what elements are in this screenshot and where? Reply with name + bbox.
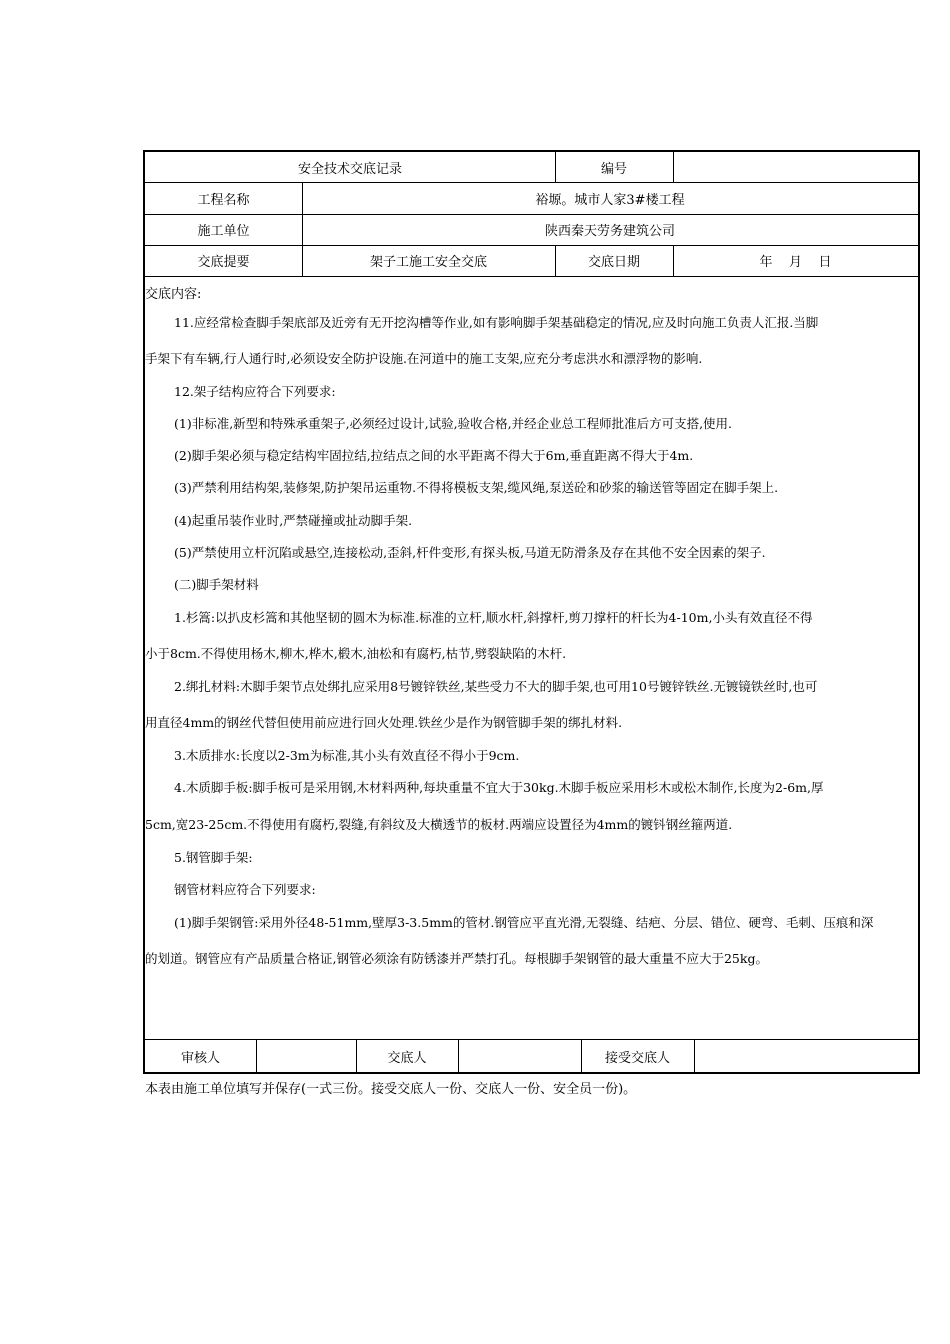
- form-title: 安全技术交底记录: [297, 161, 402, 177]
- discloser-value: [458, 1039, 581, 1074]
- content-line: 5.钢管脚手架:: [174, 850, 253, 865]
- receiver-label: 接受交底人: [604, 1051, 670, 1066]
- summary-value: 架子工施工安全交底: [369, 255, 487, 270]
- row-divider: [145, 276, 918, 277]
- content-line: 用直径4mm的钢丝代替但使用前应进行回火处理.铁丝少是作为钢管脚手架的绑扎材料.: [145, 715, 623, 730]
- receiver-value: [694, 1039, 918, 1074]
- content-line: 3.木质排水:长度以2-3m为标准,其小头有效直径不得小于9cm.: [174, 748, 520, 763]
- content-line: 11.应经常检查脚手架底部及近旁有无开挖沟槽等作业,如有影响脚手架基础稳定的情况,应及时向施工负责人汇报.当脚: [174, 315, 819, 330]
- project-label: 工程名称: [197, 192, 250, 208]
- date-value: 年 月 日: [759, 255, 832, 270]
- content-line: (3)严禁利用结构架,装修架,防护架吊运重物.不得将模板支架,缆风绳,泵送砼和砂浆的输送管等固定在脚手架上.: [174, 480, 779, 495]
- content-line: 的划道。钢管应有产品质量合格证,钢管必须涂有防锈漆并严禁打孔。每根脚手架钢管的最大重量不应大于25kg。: [145, 951, 768, 966]
- content-line: 12.架子结构应符合下列要求:: [174, 384, 336, 399]
- reviewer-label: 审核人: [180, 1051, 220, 1066]
- content-line: 钢管材料应符合下列要求:: [174, 882, 316, 897]
- content-line: (二)脚手架材料: [174, 577, 259, 592]
- disclosure-content: [145, 281, 918, 1039]
- content-line: 2.绑扎材料:木脚手架节点处绑扎应采用8号镀锌铁丝,某些受力不大的脚手架,也可用10号镀锌铁丝.无镀镜铁丝时,也可: [174, 679, 818, 694]
- unit-label: 施工单位: [197, 224, 250, 239]
- content-line: (1)非标准,新型和特殊承重架子,必须经过设计,试验,验收合格,并经企业总工程师批准后方可支搭,使用.: [174, 416, 733, 431]
- content-line: 手架下有车辆,行人通行时,必须设安全防护设施.在河道中的施工支架,应充分考虑洪水和漂浮物的影响.: [145, 351, 703, 366]
- content-line: (1)脚手架钢管:采用外径48-51mm,壁厚3-3.5mm的管材.钢管应平直光滑,无裂缝、结疤、分层、错位、硬弯、毛刺、压痕和深: [174, 915, 874, 930]
- unit-value: 陕西秦天劳务建筑公司: [544, 224, 675, 239]
- content-line: 4.木质脚手板:脚手板可是采用钢,木材料两种,每块重量不宜大于30kg.木脚手板应采用杉木或松木制作,长度为2-6m,厚: [174, 780, 824, 795]
- number-label: 编号: [600, 161, 627, 177]
- number-value: [673, 152, 918, 182]
- content-line: 小于8cm.不得使用杨木,柳木,桦木,椴木,油松和有腐朽,枯节,劈裂缺陷的木杆.: [145, 646, 567, 661]
- content-line: 5cm,宽23-25cm.不得使用有腐朽,裂缝,有斜纹及大横透节的板材.两端应设置径为4mm的镀钭钢丝箍两道.: [145, 817, 733, 832]
- reviewer-value: [256, 1039, 356, 1074]
- content-label: 交底内容:: [145, 287, 202, 302]
- discloser-label: 交底人: [387, 1051, 427, 1066]
- summary-label: 交底提要: [197, 255, 250, 270]
- disclosure-form: [143, 150, 920, 1074]
- content-line: 1.杉篙:以扒皮杉篙和其他坚韧的圆木为标准.标准的立杆,顺水杆,斜撑杆,剪刀撑杆的杆长为4-10m,小头有效直径不得: [174, 610, 813, 625]
- content-line: (5)严禁使用立杆沉陷或悬空,连接松动,歪斜,杆件变形,有探头板,马道无防滑条及存在其他不安全因素的架子.: [174, 545, 766, 560]
- content-line: (4)起重吊装作业时,严禁碰撞或扯动脚手架.: [174, 513, 413, 528]
- footer-note: 本表由施工单位填写并保存(一式三份。接受交底人一份、交底人一份、安全员一份)。: [145, 1082, 637, 1097]
- content-line: (2)脚手架必须与稳定结构牢固拉结,拉结点之间的水平距离不得大于6m,垂直距离不得大于4m.: [174, 448, 694, 463]
- date-label: 交底日期: [587, 255, 640, 270]
- project-value: 裕塬。城市人家3#楼工程: [535, 192, 685, 208]
